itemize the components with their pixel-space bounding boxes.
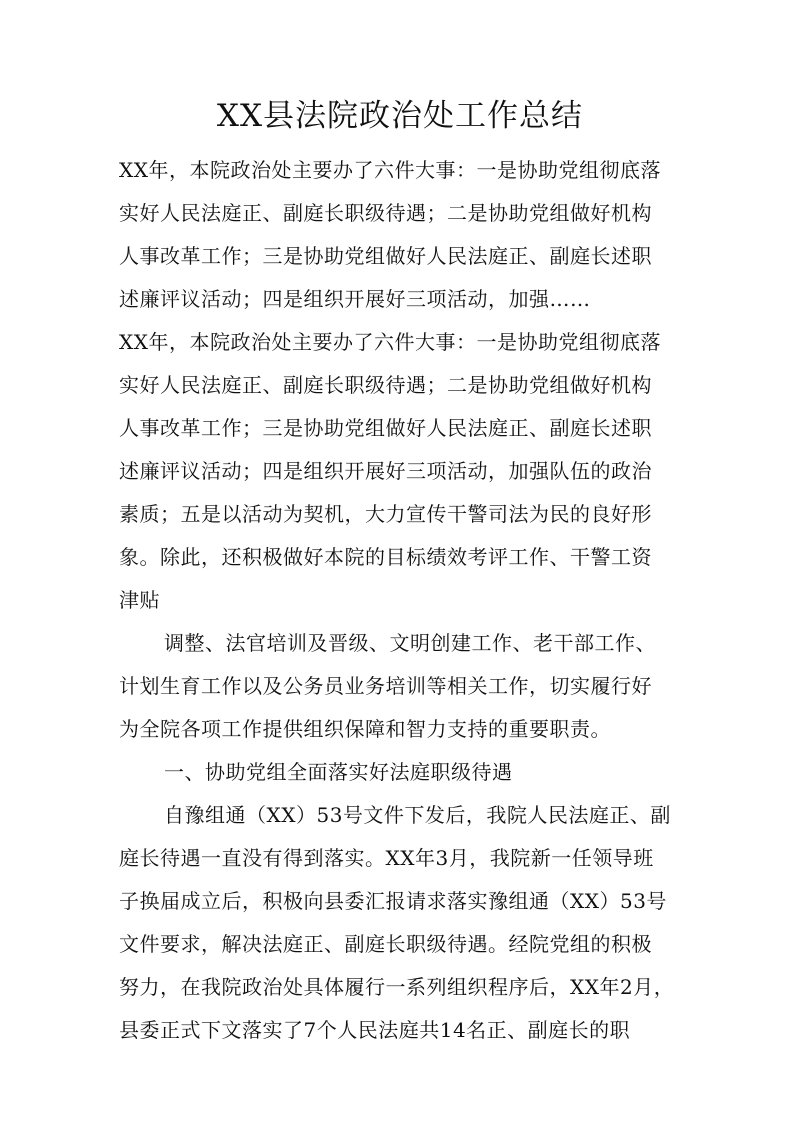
text-line-21: 县委正式下文落实了7个人民法庭共14名正、副庭长的职 <box>119 1018 631 1042</box>
text-line-2: 实好人民法庭正、副庭长职级待遇；二是协助党组做好机构 <box>119 201 652 225</box>
document-title: XX县法院政治处工作总结 <box>216 98 584 134</box>
text-line-14: 为全院各项工作提供组织保障和智力支持的重要职责。 <box>119 717 611 741</box>
text-line-7: 人事改革工作；三是协助党组做好人民法庭正、副庭长述职 <box>119 416 652 440</box>
text-line-18: 子换届成立后，积极向县委汇报请求落实豫组通（XX）53号 <box>119 889 667 913</box>
text-line-16: 自豫组通（XX）53号文件下发后，我院人民法庭正、副 <box>164 803 671 827</box>
text-line-20: 努力，在我院政治处具体履行一系列组织程序后，XX年2月， <box>119 975 675 999</box>
text-line-8: 述廉评议活动；四是组织开展好三项活动，加强队伍的政治 <box>119 459 652 483</box>
text-line-1: XX年，本院政治处主要办了六件大事：一是协助党组彻底落 <box>119 158 661 182</box>
text-line-6: 实好人民法庭正、副庭长职级待遇；二是协助党组做好机构 <box>119 373 652 397</box>
text-line-9: 素质；五是以活动为契机，大力宣传干警司法为民的良好形 <box>119 502 652 526</box>
text-line-17: 庭长待遇一直没有得到落实。XX年3月，我院新一任领导班 <box>119 846 654 870</box>
text-line-5: XX年，本院政治处主要办了六件大事：一是协助党组彻底落 <box>119 330 661 354</box>
text-line-10: 象。除此，还积极做好本院的目标绩效考评工作、干警工资 <box>119 545 652 569</box>
section-heading-1: 一、协助党组全面落实好法庭职级待遇 <box>164 760 513 784</box>
text-line-11: 津贴 <box>119 588 160 612</box>
text-line-4: 述廉评议活动；四是组织开展好三项活动，加强…… <box>119 287 591 311</box>
text-line-12: 调整、法官培训及晋级、文明创建工作、老干部工作、 <box>164 631 656 655</box>
text-line-3: 人事改革工作；三是协助党组做好人民法庭正、副庭长述职 <box>119 244 652 268</box>
text-line-19: 文件要求，解决法庭正、副庭长职级待遇。经院党组的积极 <box>119 932 652 956</box>
text-line-13: 计划生育工作以及公务员业务培训等相关工作，切实履行好 <box>119 674 652 698</box>
